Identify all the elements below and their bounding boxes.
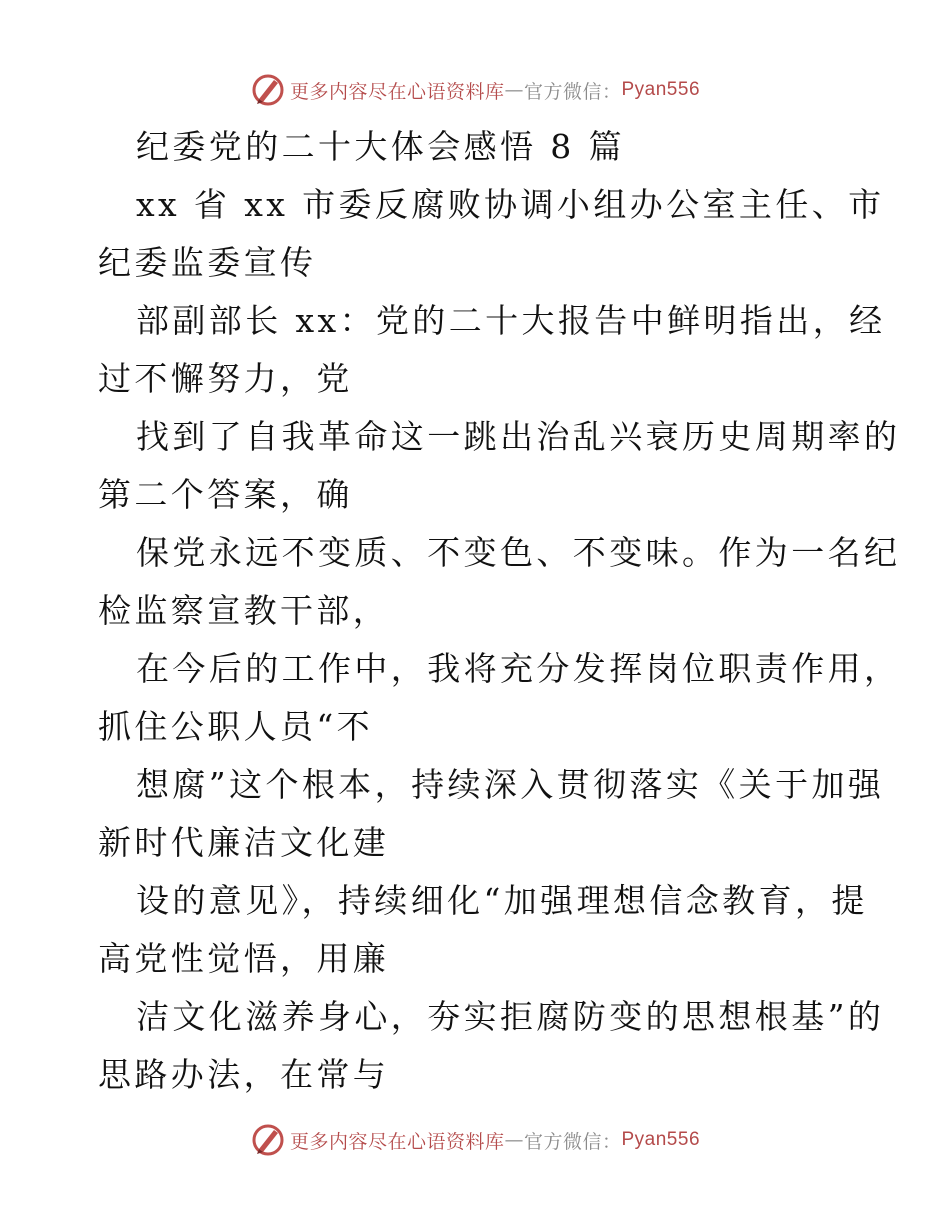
- watermark-wechat-label: 官方微信：: [523, 1130, 622, 1153]
- text-line: 检监察宣教干部，: [98, 591, 390, 630]
- text-line: 纪委监委宣传: [98, 243, 317, 282]
- watermark-dash: —: [504, 79, 524, 101]
- document-title: 纪委党的二十大体会感悟 8 篇: [136, 127, 625, 166]
- text-line: 想腐”这个根本，持续深入贯彻落实《关于加强: [136, 765, 885, 804]
- watermark-main-text: 更多内容尽在心语资料库: [289, 1130, 505, 1153]
- document-body: [98, 118, 901, 1104]
- text-line: 设的意见》，持续细化“加强理想信念教育，提: [136, 881, 868, 920]
- watermark-wechat-label: 官方微信：: [523, 80, 622, 103]
- text-line: 高党性觉悟，用廉: [98, 939, 390, 978]
- text-line: xx 省 xx 市委反腐败协调小组办公室主任、市: [136, 185, 885, 224]
- watermark-dash: —: [504, 1129, 524, 1151]
- pen-circle-logo-icon: [250, 1122, 286, 1158]
- watermark-main-text: 更多内容尽在心语资料库: [289, 80, 505, 103]
- watermark-wechat-id: Pyan556: [621, 79, 701, 100]
- text-line: 部副部长 xx：党的二十大报告中鲜明指出，经: [136, 301, 886, 340]
- text-line: 洁文化滋养身心，夯实拒腐防变的思想根基”的: [136, 997, 885, 1036]
- text-line: 找到了自我革命这一跳出治乱兴衰历史周期率的: [136, 417, 901, 456]
- pen-circle-logo-icon: [250, 72, 286, 108]
- header-watermark: [0, 70, 950, 110]
- text-line: 过不懈努力，党: [98, 359, 353, 398]
- text-line: 思路办法，在常与: [98, 1055, 390, 1094]
- text-line: 第二个答案，确: [98, 475, 353, 514]
- text-line: 保党永远不变质、不变色、不变味。作为一名纪: [136, 533, 901, 572]
- text-line: 抓住公职人员“不: [98, 707, 374, 746]
- text-line: 在今后的工作中，我将充分发挥岗位职责作用，: [136, 649, 901, 688]
- text-line: 新时代廉洁文化建: [98, 823, 390, 862]
- watermark-wechat-id: Pyan556: [621, 1129, 701, 1150]
- footer-watermark: [0, 1120, 950, 1160]
